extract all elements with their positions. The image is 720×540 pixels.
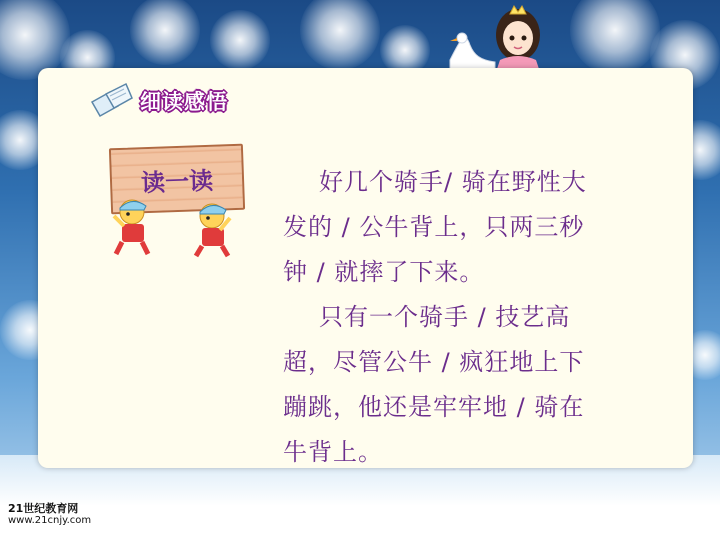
book-icon xyxy=(88,82,134,118)
passage-line: 钟 / 就摔了下来。 xyxy=(283,258,485,286)
dandelion-decoration xyxy=(130,0,200,65)
passage-line: 牛背上。 xyxy=(283,438,383,466)
dandelion-decoration xyxy=(570,0,660,75)
kids-carrying-sign-icon xyxy=(100,196,250,258)
reading-passage xyxy=(283,160,643,475)
passage-line: 超，尽管公牛 / 疯狂地上下 xyxy=(283,348,585,376)
passage-line: 好几个骑手/ 骑在野性大 xyxy=(319,168,587,196)
read-aloud-sign xyxy=(100,146,250,258)
girl-swan-illustration xyxy=(440,0,570,72)
passage-line: 发的 / 公牛背上，只两三秒 xyxy=(283,213,585,241)
passage-line: 蹦跳，他还是牢牢地 / 骑在 xyxy=(283,393,585,421)
section-title: 细读感悟 xyxy=(140,90,228,114)
passage-line: 只有一个骑手 / 技艺高 xyxy=(319,303,571,331)
dandelion-decoration xyxy=(210,10,270,70)
watermark-url: www.21cnjy.com xyxy=(8,515,92,526)
watermark-site-name: 21世纪教育网 xyxy=(8,502,79,515)
site-watermark xyxy=(8,500,118,530)
sign-label: 读一读 xyxy=(140,166,214,198)
dandelion-decoration xyxy=(300,0,380,70)
